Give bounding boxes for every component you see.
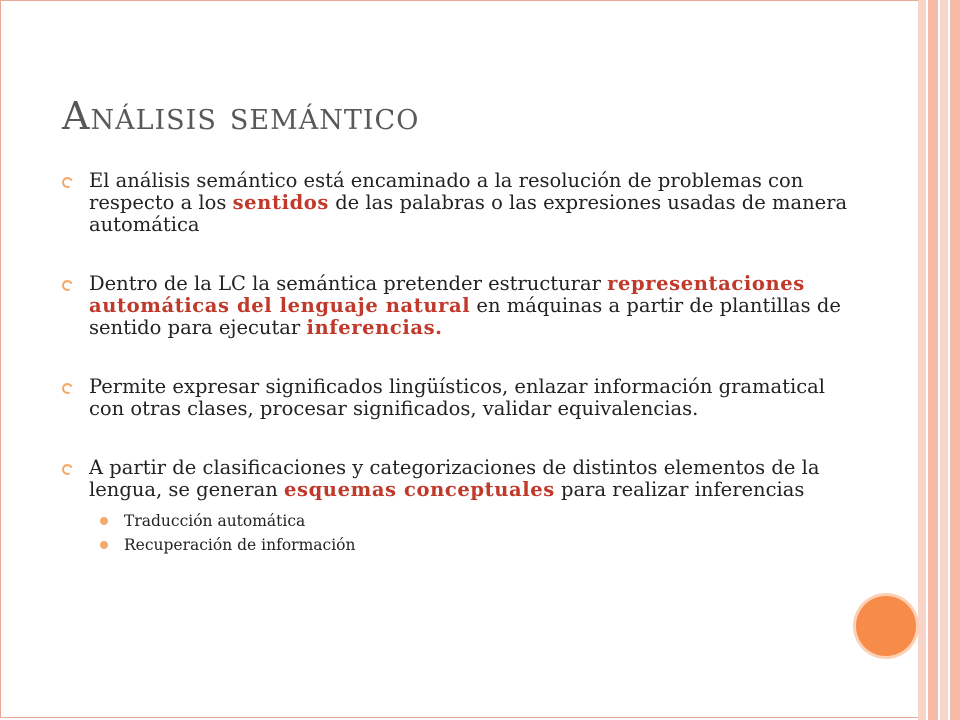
highlighted-term: esquemas conceptuales [283, 478, 555, 501]
text-run: El análisis semántico está encaminado a la resolución de problemas con respecto a los [89, 169, 804, 214]
sub-bullet-item [89, 509, 862, 533]
highlighted-term: representaciones automáticas del lenguaje natural [89, 272, 805, 317]
sub-bullet-text: Traducción automática [124, 512, 306, 530]
decorative-circle [856, 596, 916, 656]
bullet-ring-icon [60, 381, 74, 395]
bullet-text [89, 273, 862, 339]
bullet-ring-icon [60, 462, 74, 476]
bullet-item [62, 376, 862, 420]
bullet-text [89, 376, 862, 420]
sub-bullet-list [89, 509, 862, 557]
sub-bullet-text: Recuperación de información [124, 536, 356, 554]
bullet-list [62, 170, 862, 594]
bullet-item [62, 170, 862, 236]
bullet-item [62, 457, 862, 557]
text-run: Dentro de la LC la semántica pretender estructurar [89, 272, 608, 295]
decorative-side-stripes [918, 0, 960, 720]
text-run: Permite expresar significados lingüísticos, enlazar información gramatical con otras clases, procesar significados, validar equivalencias. [89, 375, 826, 420]
bullet-ring-icon [60, 278, 74, 292]
bullet-text [89, 170, 862, 236]
bullet-text [89, 457, 862, 501]
text-run: para realizar inferencias [554, 478, 805, 501]
text-run: A partir de clasificaciones y categorizaciones de distintos elementos de la lengua, se generan [89, 456, 820, 501]
text-run: de las palabras o las expresiones usadas de manera automática [89, 191, 848, 236]
bullet-item [62, 273, 862, 339]
text-run: en máquinas a partir de plantillas de sentido para ejecutar [89, 294, 841, 339]
highlighted-term: sentidos [232, 191, 329, 214]
bullet-ring-icon [60, 175, 74, 189]
sub-bullet-item [89, 533, 862, 557]
bullet-dot-icon [100, 517, 108, 525]
highlighted-term: inferencias. [306, 316, 443, 339]
slide-title: Análisis semántico [62, 94, 420, 138]
bullet-dot-icon [100, 541, 108, 549]
